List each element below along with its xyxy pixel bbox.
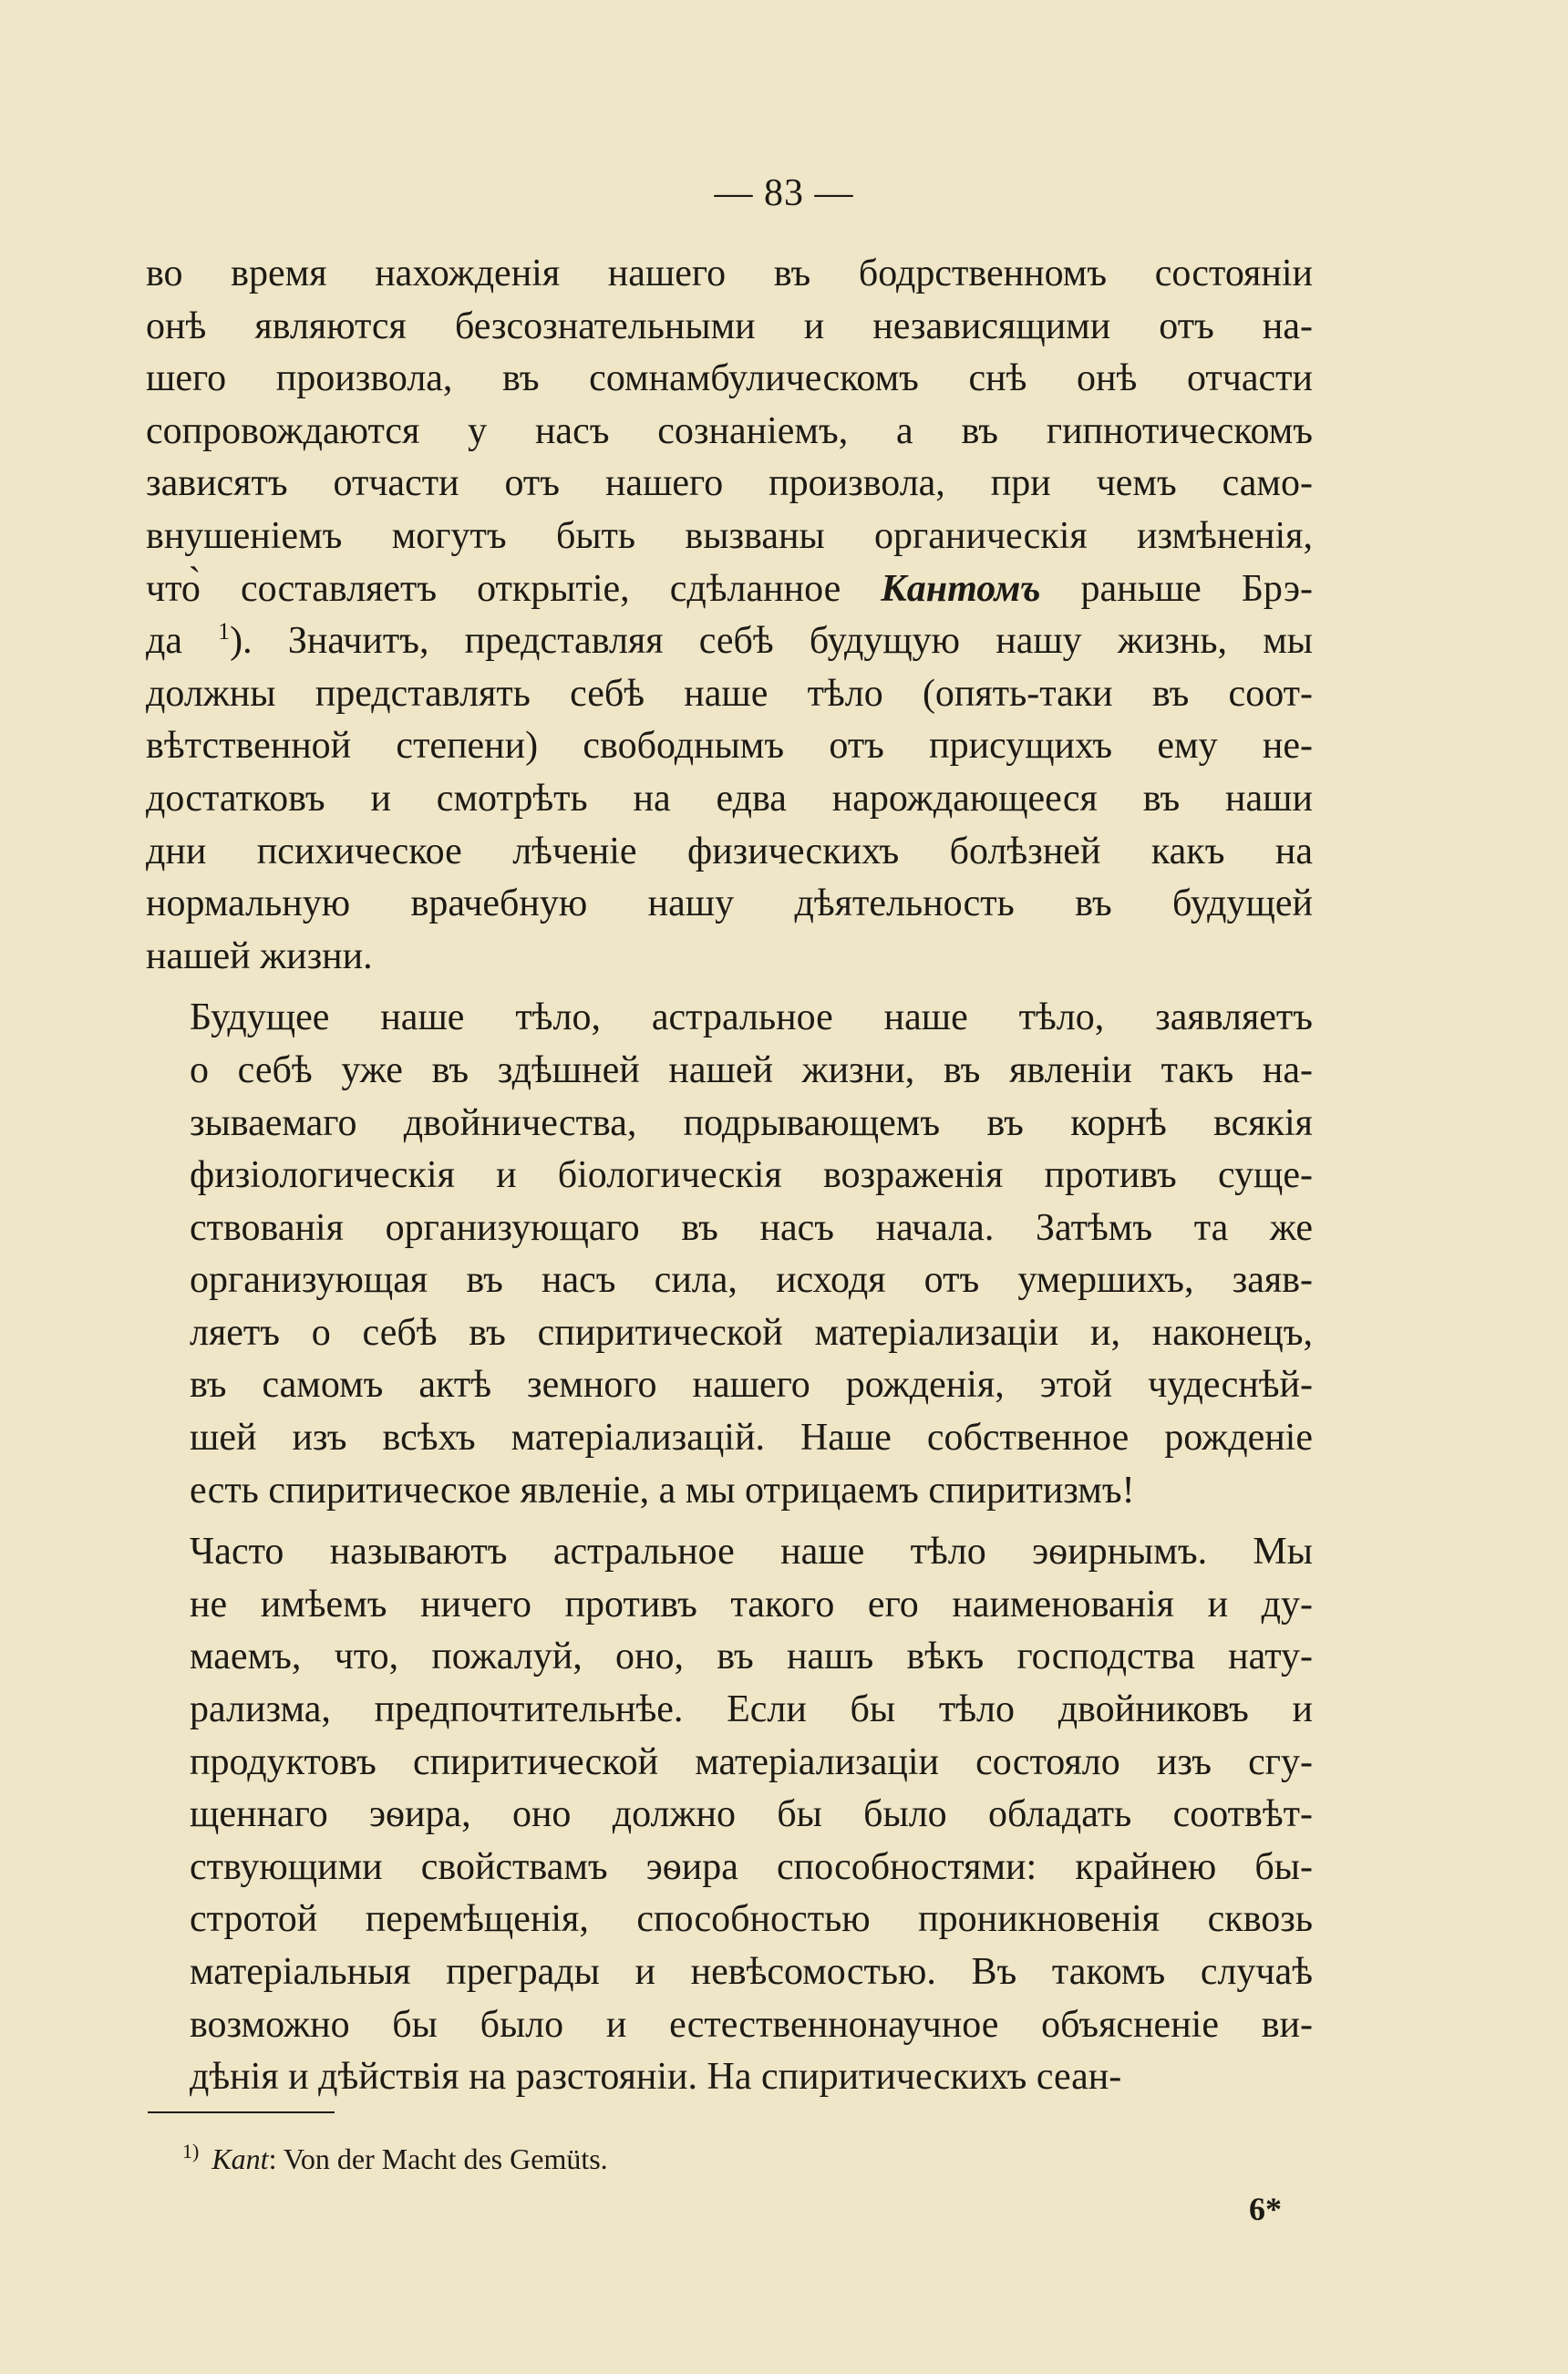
text-line: щеннаго эѳира, оно должно бы было обладать соотвѣт- — [190, 1793, 1313, 1836]
text-line: ствующими свойствамъ эѳира способностями: крайнею бы- — [190, 1845, 1313, 1888]
footnote — [182, 2141, 1185, 2177]
text-line: шего произвола, въ сомнамбулическомъ снѣ онѣ отчасти — [146, 357, 1313, 400]
text-line: ствованія организующаго въ насъ начала. Затѣмъ та же — [190, 1206, 1313, 1249]
text-line: возможно бы было и естественнонаучное объясненіе ви- — [190, 2003, 1313, 2046]
text-line: во время нахожденія нашего въ бодрственномъ состояніи — [146, 253, 1313, 294]
signature-mark: 6* — [1249, 2191, 1282, 2227]
text-line: зависятъ отчасти отъ нашего произвола, при чемъ само- — [146, 462, 1313, 505]
text-line: дни психическое лѣченіе физическихъ болѣзней какъ на — [146, 830, 1313, 872]
text-line: должны представлять себѣ наше тѣло (опять-таки въ соот- — [146, 672, 1313, 715]
text-line: зываемаго двойничества, подрывающемъ въ корнѣ всякія — [190, 1101, 1313, 1144]
paragraph-3 — [146, 1526, 1313, 2104]
text-line: Будущее наше тѣло, астральное наше тѣло, заявляетъ — [190, 996, 1313, 1039]
footnote-mark: 1) — [182, 2140, 200, 2163]
text-line: внушеніемъ могутъ быть вызваны органическія измѣненія, — [146, 514, 1313, 557]
text-line: стротой перемѣщенія, способностью проникновенія сквозь — [190, 1898, 1313, 1941]
text-line: нормальную врачебную нашу дѣятельность въ будущей — [146, 883, 1313, 925]
paragraph-2 — [146, 992, 1313, 1517]
text-segment: раньше Брэ- — [1040, 567, 1313, 610]
paragraph-1 — [146, 248, 1313, 983]
text-line: онѣ являются безсознательными и независящими отъ на- — [146, 304, 1313, 347]
footnote-text: : Von der Macht des Gemüts. — [268, 2142, 608, 2175]
text-line: достатковъ и смотрѣть на едва нарождающееся въ наши — [146, 777, 1313, 820]
text-line: ляетъ о себѣ въ спиритической матеріализаціи и, наконецъ, — [190, 1311, 1313, 1354]
page-number: — 83 — — [714, 172, 854, 214]
text-line — [146, 563, 1313, 616]
text-line: есть спиритическое явленіе, а мы отрицаемъ спиритизмъ! — [190, 1469, 1135, 1512]
footnote-reference: 1 — [218, 618, 231, 645]
italic-name: Кантомъ — [881, 567, 1041, 610]
text-line: шей изъ всѣхъ матеріализацій. Наше собственное рожденіе — [190, 1417, 1313, 1460]
text-line: не имѣемъ ничего противъ такого его наименованія и ду- — [190, 1583, 1313, 1626]
text-line — [146, 615, 1313, 668]
text-segment: что̀ составляетъ открытіе, сдѣланное — [146, 567, 882, 610]
text-line: маемъ, что, пожалуй, оно, въ нашъ вѣкъ господства нату- — [190, 1636, 1313, 1678]
text-line: продуктовъ спиритической матеріализаціи состояло изъ сгу- — [190, 1740, 1313, 1783]
text-segment: ). Значитъ, представляя себѣ будущую нашу жизнь, мы — [230, 620, 1313, 663]
footnote-divider — [148, 2111, 335, 2113]
text-segment: да — [146, 620, 219, 663]
text-line: вѣтственной степени) свободнымъ отъ присущихъ ему не- — [146, 725, 1313, 768]
text-line: о себѣ уже въ здѣшней нашей жизни, въ явленіи такъ на- — [190, 1048, 1313, 1091]
body-text — [146, 248, 1313, 2104]
text-line: Часто называютъ астральное наше тѣло эѳирнымъ. Мы — [190, 1531, 1313, 1574]
text-line: нашей жизни. — [146, 934, 373, 977]
text-line: организующая въ насъ сила, исходя отъ умершихъ, заяв- — [190, 1259, 1313, 1302]
text-line: дѣнія и дѣйствія на разстояніи. На спиритическихъ сеан- — [190, 2056, 1122, 2099]
text-line: въ самомъ актѣ земного нашего рожденія, этой чудеснѣй- — [190, 1364, 1313, 1407]
text-line: рализма, предпочтительнѣе. Если бы тѣло двойниковъ и — [190, 1688, 1313, 1731]
text-line: сопровождаются у насъ сознаніемъ, а въ гипнотическомъ — [146, 409, 1313, 452]
text-line: матеріальныя преграды и невѣсомостью. Въ такомъ случаѣ — [190, 1951, 1313, 1993]
footnote-author: Kant — [211, 2142, 269, 2175]
text-line: физіологическія и біологическія возраженія противъ суще- — [190, 1154, 1313, 1197]
